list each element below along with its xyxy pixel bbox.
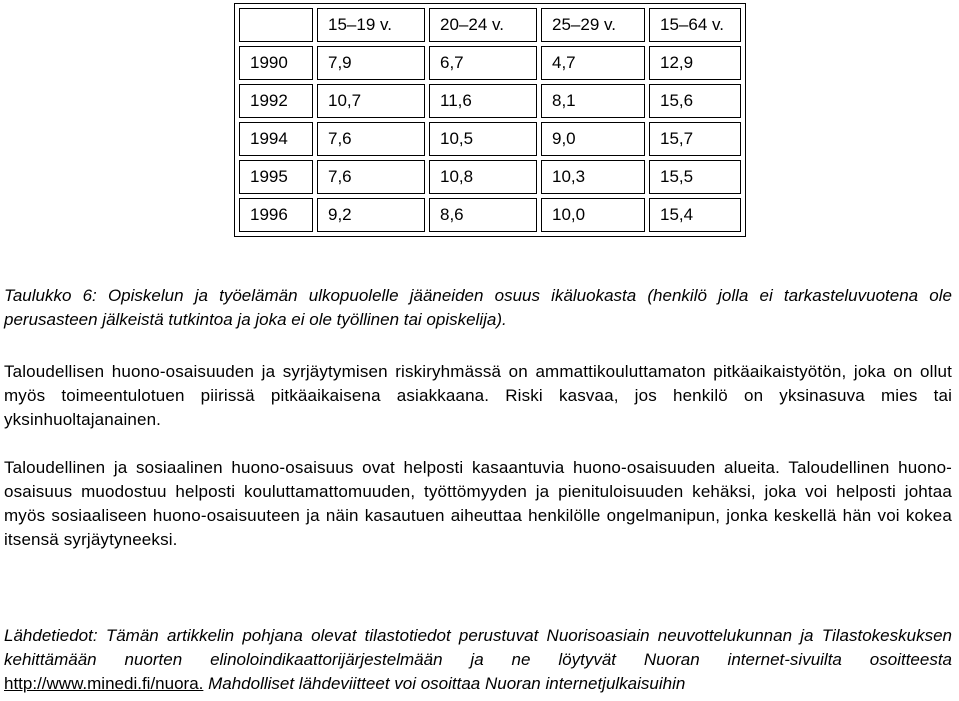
value-cell: 10,3 [541, 160, 645, 194]
year-cell: 1995 [239, 160, 313, 194]
value-cell: 12,9 [649, 46, 741, 80]
value-cell: 7,9 [317, 46, 425, 80]
table-row [239, 122, 741, 156]
body-paragraph: Taloudellinen ja sosiaalinen huono-osaisuus ovat helposti kasaantuvia huono-osaisuuden alueita. Taloudellinen huono-osaisuus muodostuu helposti kouluttamattomuuden, työttömyyden ja pienituloisuuden kehäksi, joka voi helposti johtaa myös sosiaaliseen huono-osaisuuteen ja näin kasautuen aiheuttaa henkilölle ongelmanipun, jonka keskellä hän voi kokea itsensä syrjäytyneeksi. [4, 458, 952, 549]
value-cell: 6,7 [429, 46, 537, 80]
header-cell: 15–19 v. [317, 8, 425, 42]
sources-note [4, 624, 952, 696]
header-cell: 20–24 v. [429, 8, 537, 42]
value-cell: 15,4 [649, 198, 741, 232]
header-cell: 25–29 v. [541, 8, 645, 42]
statistics-table [234, 3, 746, 237]
value-cell: 15,7 [649, 122, 741, 156]
year-cell: 1996 [239, 198, 313, 232]
value-cell: 9,2 [317, 198, 425, 232]
table-caption: Taulukko 6: Opiskelun ja työelämän ulkopuolelle jääneiden osuus ikäluokasta (henkilö jolla ei tarkasteluvuotena ole perusasteen jälkeistä tutkintoa ja joka ei ole työllinen tai opiskelija). [4, 286, 952, 329]
value-cell: 8,6 [429, 198, 537, 232]
sources-text: Lähdetiedot: Tämän artikkelin pohjana olevat tilastotiedot perustuvat Nuorisoasiain neuvottelukunnan ja Tilastokeskuksen kehittämään nuorten elinoloindikaattorijärjestelmään ja ne löytyvät Nuoran internet-sivuilta osoitteesta [4, 626, 952, 669]
value-cell: 10,0 [541, 198, 645, 232]
table-row [239, 160, 741, 194]
value-cell: 7,6 [317, 160, 425, 194]
value-cell: 11,6 [429, 84, 537, 118]
value-cell: 4,7 [541, 46, 645, 80]
year-cell: 1994 [239, 122, 313, 156]
value-cell: 8,1 [541, 84, 645, 118]
table-row [239, 46, 741, 80]
value-cell: 10,7 [317, 84, 425, 118]
table-row [239, 198, 741, 232]
header-cell: 15–64 v. [649, 8, 741, 42]
table-header-row [239, 8, 741, 42]
value-cell: 10,5 [429, 122, 537, 156]
year-cell: 1990 [239, 46, 313, 80]
header-cell [239, 8, 313, 42]
body-paragraph: Taloudellisen huono-osaisuuden ja syrjäytymisen riskiryhmässä on ammattikouluttamaton pitkäaikaistyötön, joka on ollut myös toimeentulotuen piirissä pitkäaikaisena asiakkaana. Riski kasvaa, jos henkilö on yksinasuva mies tai yksinhuoltajanainen. [4, 362, 952, 429]
value-cell: 7,6 [317, 122, 425, 156]
year-cell: 1992 [239, 84, 313, 118]
value-cell: 15,5 [649, 160, 741, 194]
value-cell: 15,6 [649, 84, 741, 118]
sources-text-end: Mahdolliset lähdeviitteet voi osoittaa Nuoran internetjulkaisuihin [203, 674, 686, 693]
source-link[interactable]: http://www.minedi.fi/nuora. [4, 674, 204, 693]
value-cell: 9,0 [541, 122, 645, 156]
table-row [239, 84, 741, 118]
value-cell: 10,8 [429, 160, 537, 194]
